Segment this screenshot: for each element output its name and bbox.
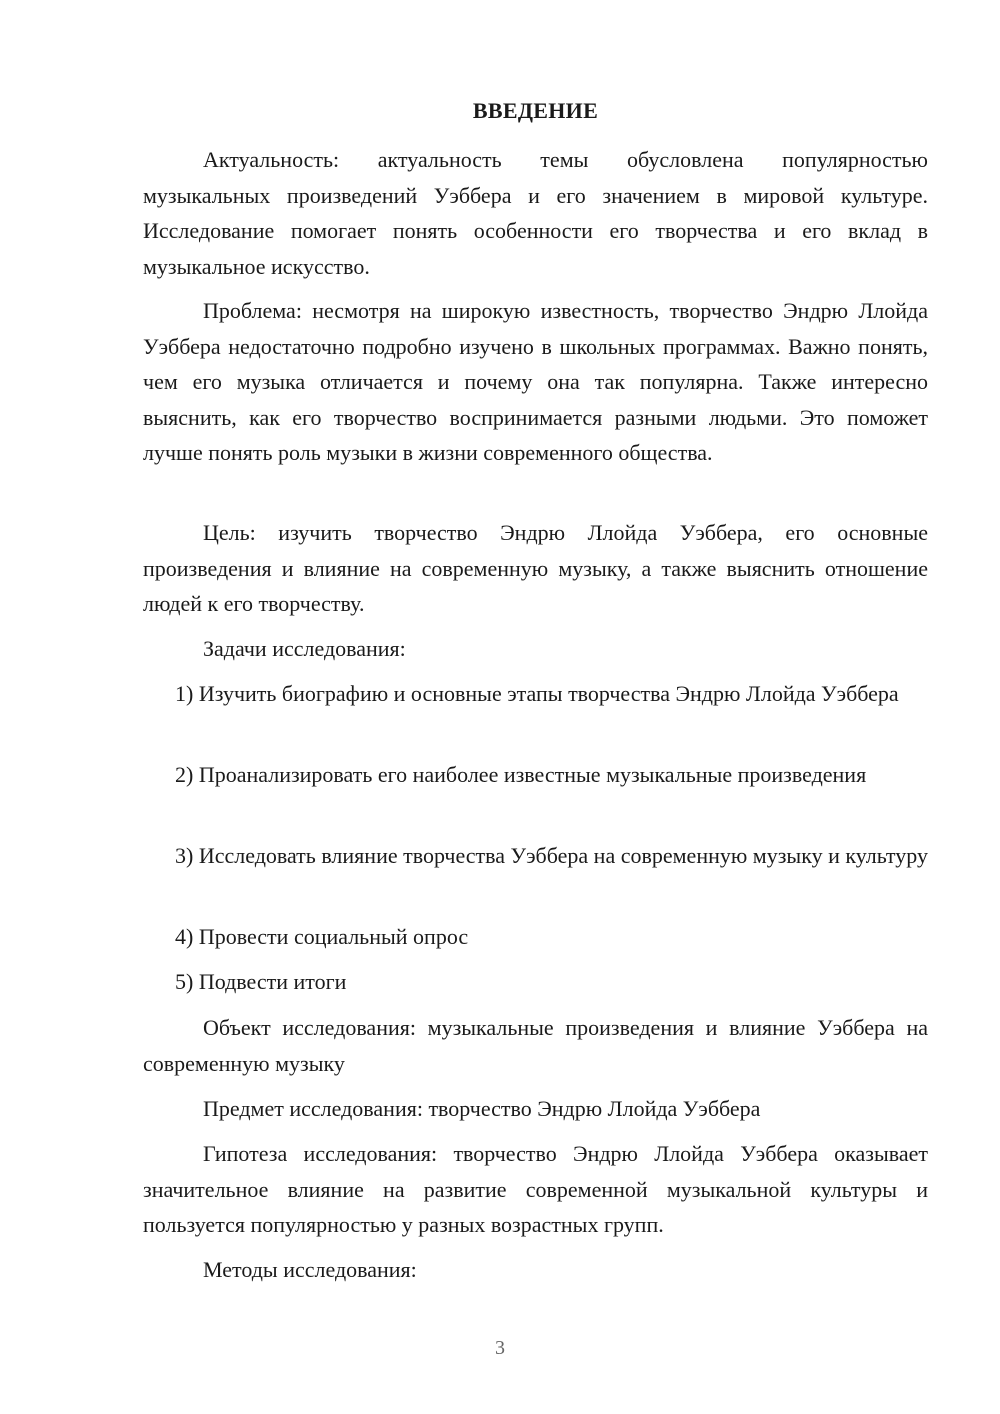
- task-item-4: 4) Провести социальный опрос: [175, 924, 469, 949]
- object-paragraph: Объект исследования: музыкальные произведения и влияние Уэббера на современную музыку: [143, 1015, 928, 1076]
- hypothesis-paragraph: Гипотеза исследования: творчество Эндрю Ллойда Уэббера оказывает значительное влияние на развитие современной музыкальной культуры и пользуется популярностью у разных возрастных групп.: [143, 1141, 928, 1237]
- page-title: ВВЕДЕНИЕ: [472, 98, 599, 123]
- subject-paragraph: Предмет исследования: творчество Эндрю Ллойда Уэббера: [203, 1096, 761, 1121]
- task-item-1: 1) Изучить биографию и основные этапы творчества Эндрю Ллойда Уэббера: [175, 681, 899, 706]
- relevance-paragraph: Актуальность: актуальность темы обусловлена популярностью музыкальных произведений Уэббера и его значением в мировой культуре. Исследование помогает понять особенности его творчества и его вклад в музыкальное искусство.: [143, 147, 928, 279]
- page-number: 3: [495, 1337, 505, 1359]
- methods-heading: Методы исследования:: [203, 1257, 417, 1282]
- task-item-2: 2) Проанализировать его наиболее известные музыкальные произведения: [175, 762, 867, 787]
- task-item-5: 5) Подвести итоги: [175, 969, 347, 994]
- goal-paragraph: Цель: изучить творчество Эндрю Ллойда Уэббера, его основные произведения и влияние на современную музыку, а также выяснить отношение людей к его творчеству.: [143, 520, 928, 616]
- task-item-3: 3) Исследовать влияние творчества Уэббера на современную музыку и культуру: [175, 843, 928, 868]
- tasks-heading: Задачи исследования:: [203, 636, 406, 661]
- problem-paragraph: Проблема: несмотря на широкую известность, творчество Эндрю Ллойда Уэббера недостаточно подробно изучено в школьных программах. Важно понять, чем его музыка отличается и почему она так популярна. Также интересно выяснить, как его творчество воспринимается разными людьми. Это поможет лучше понять роль музыки в жизни современного общества.: [143, 298, 928, 465]
